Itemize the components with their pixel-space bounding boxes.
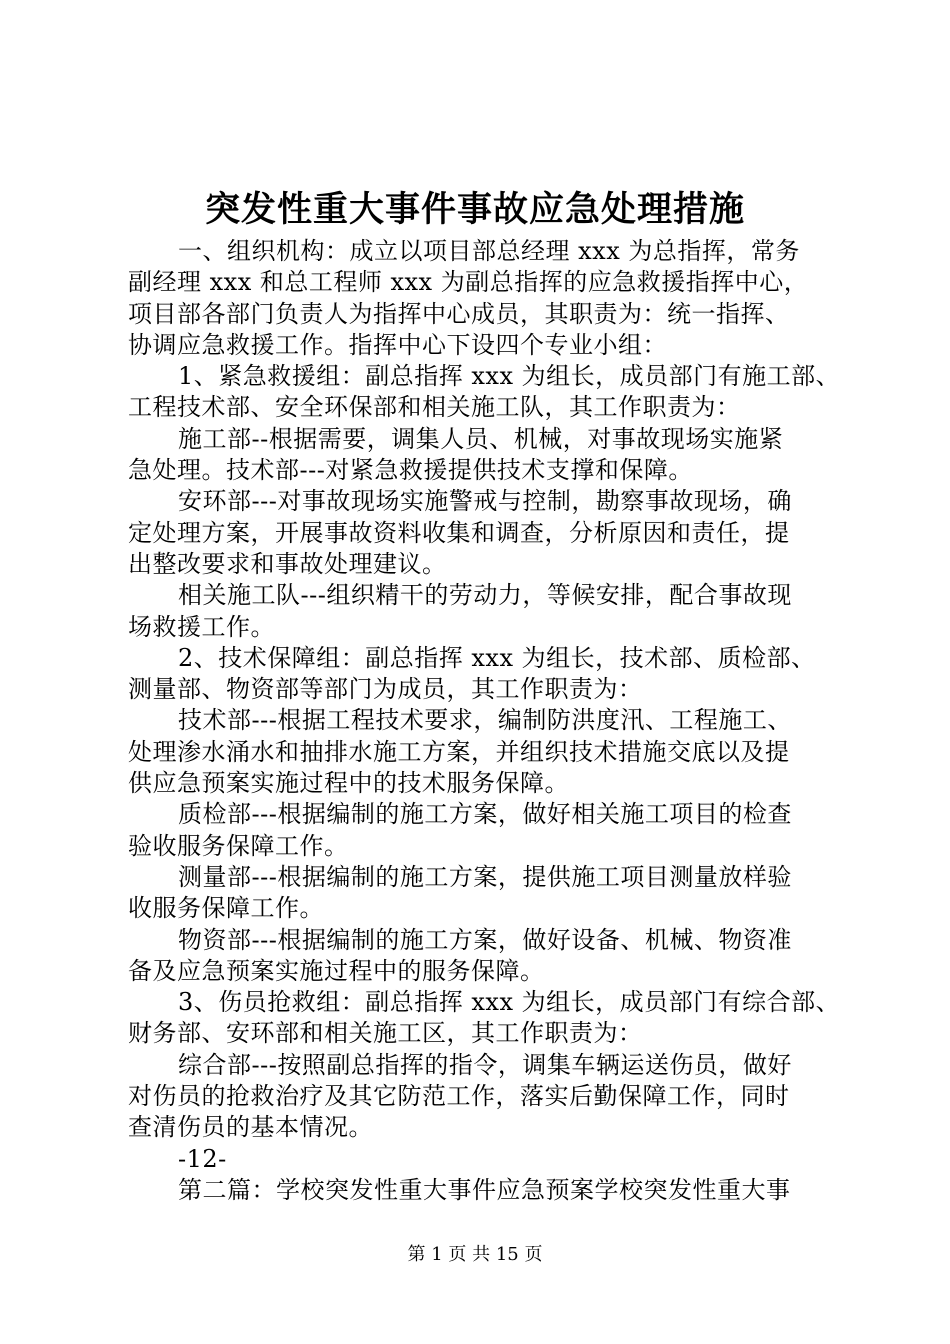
text-line: 协调应急救援工作。指挥中心下设四个专业小组： bbox=[128, 330, 667, 359]
text-line: 测量部、物资部等部门为成员，其工作职责为： bbox=[128, 675, 643, 704]
text-line: 综合部---按照副总指挥的指令，调集车辆运送伤员，做好 bbox=[178, 1050, 792, 1079]
text-line: 技术部---根据工程技术要求，编制防洪度汛、工程施工、 bbox=[178, 706, 792, 735]
text-line: 副经理 xxx 和总工程师 xxx 为副总指挥的应急救援指挥中心， bbox=[128, 268, 809, 297]
text-line: 定处理方案，开展事故资料收集和调查，分析原因和责任，提 bbox=[128, 518, 790, 547]
text-line: 测量部---根据编制的施工方案，提供施工项目测量放样验 bbox=[178, 862, 792, 891]
text-line: -12- bbox=[178, 1144, 227, 1173]
text-line: 查清伤员的基本情况。 bbox=[128, 1113, 373, 1142]
text-line: 相关施工队---组织精干的劳动力，等候安排，配合事故现 bbox=[178, 581, 792, 610]
text-line: 施工部--根据需要，调集人员、机械，对事故现场实施紧 bbox=[178, 424, 784, 453]
text-line: 备及应急预案实施过程中的服务保障。 bbox=[128, 956, 545, 985]
text-line: 物资部---根据编制的施工方案，做好设备、机械、物资准 bbox=[178, 925, 792, 954]
text-line: 出整改要求和事故处理建议。 bbox=[128, 549, 447, 578]
text-line: 供应急预案实施过程中的技术服务保障。 bbox=[128, 769, 569, 798]
text-line: 收服务保障工作。 bbox=[128, 894, 324, 923]
page-footer: 第 1 页 共 15 页 bbox=[407, 1244, 543, 1265]
text-line: 验收服务保障工作。 bbox=[128, 831, 349, 860]
text-line: 项目部各部门负责人为指挥中心成员，其职责为：统一指挥、 bbox=[128, 299, 790, 328]
text-line: 质检部---根据编制的施工方案，做好相关施工项目的检查 bbox=[178, 800, 792, 829]
text-line: 安环部---对事故现场实施警戒与控制，勘察事故现场，确 bbox=[178, 487, 792, 516]
text-line: 工程技术部、安全环保部和相关施工队，其工作职责为： bbox=[128, 393, 741, 422]
text-line: 1、紧急救援组：副总指挥 xxx 为组长，成员部门有施工部、 bbox=[178, 362, 841, 391]
document-body bbox=[128, 236, 848, 1206]
document-title: 突发性重大事件事故应急处理措施 bbox=[204, 189, 745, 230]
text-line: 场救援工作。 bbox=[128, 612, 275, 641]
text-line: 急处理。技术部---对紧急救援提供技术支撑和保障。 bbox=[128, 456, 693, 485]
text-line: 第二篇：学校突发性重大事件应急预案学校突发性重大事 bbox=[178, 1175, 791, 1204]
text-line: 2、技术保障组：副总指挥 xxx 为组长，技术部、质检部、 bbox=[178, 643, 816, 672]
text-line: 财务部、安环部和相关施工区，其工作职责为： bbox=[128, 1019, 643, 1048]
text-line: 对伤员的抢救治疗及其它防范工作，落实后勤保障工作，同时 bbox=[128, 1082, 790, 1111]
text-line: 一、组织机构：成立以项目部总经理 xxx 为总指挥，常务 bbox=[178, 237, 800, 265]
text-line: 处理渗水涌水和抽排水施工方案，并组织技术措施交底以及提 bbox=[128, 737, 790, 766]
text-line: 3、伤员抢救组：副总指挥 xxx 为组长，成员部门有综合部、 bbox=[178, 988, 841, 1017]
